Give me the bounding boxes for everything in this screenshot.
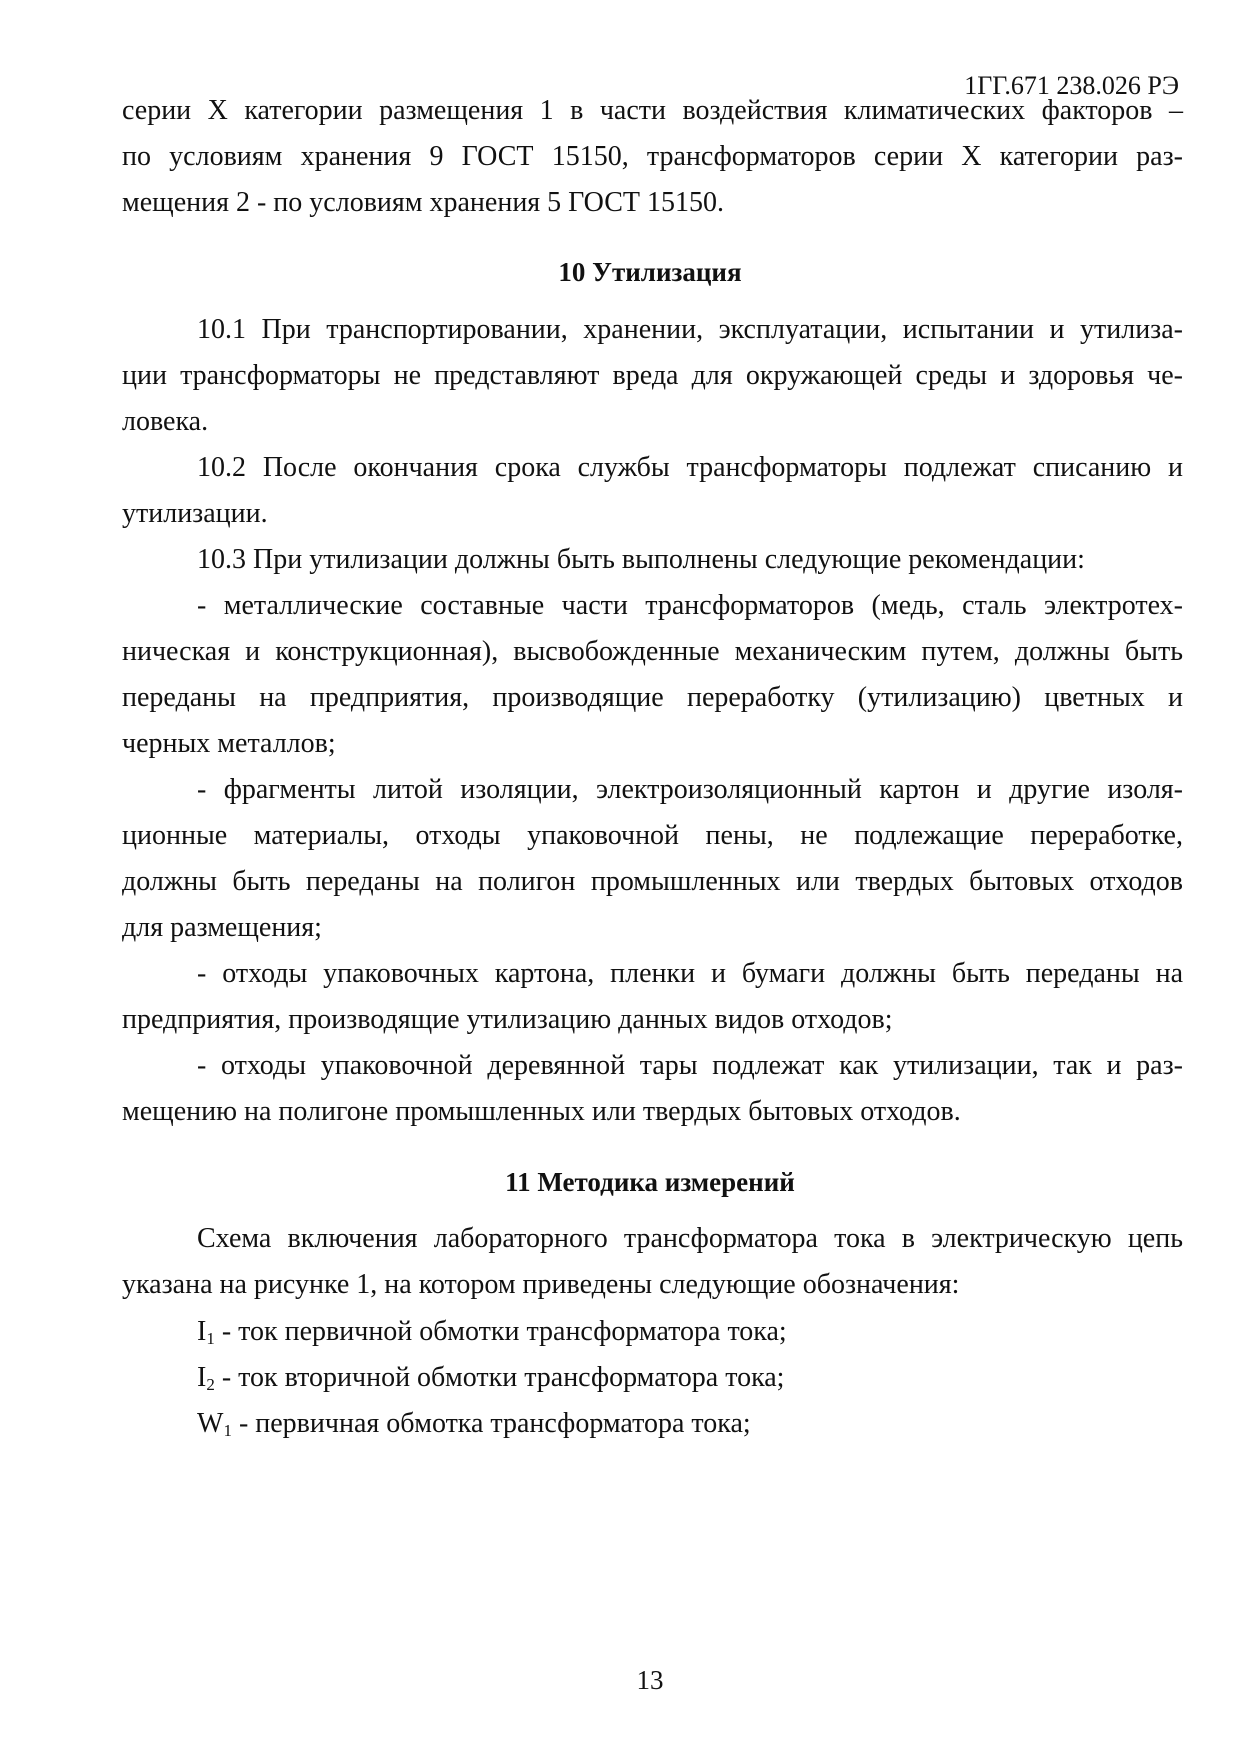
bullet-line: для размещения; xyxy=(122,912,322,943)
intro-line: по условиям хранения 9 ГОСТ 15150, трансформаторов серии Х категории раз- xyxy=(122,141,1183,172)
definition-i2 xyxy=(197,1358,1183,1398)
bullet-line: ционные материалы, отходы упаковочной пены, не подлежащие переработке, xyxy=(122,820,1183,851)
bullet-line: - отходы упаковочной деревянной тары подлежат как утилизации, так и раз- xyxy=(197,1050,1183,1081)
paragraph-line: 10.2 После окончания срока службы трансформаторы подлежат списанию и xyxy=(197,452,1183,483)
page-number: 13 xyxy=(636,1665,664,1695)
symbol: I xyxy=(197,1316,207,1347)
symbol: I xyxy=(197,1362,207,1393)
bullet-line: - фрагменты литой изоляции, электроизоляционный картон и другие изоля- xyxy=(197,774,1183,805)
bullet-line: - металлические составные части трансформаторов (медь, сталь электротех- xyxy=(197,590,1183,621)
symbol-subscript: 1 xyxy=(223,1421,232,1440)
symbol: W xyxy=(197,1408,224,1439)
intro-line: серии Х категории размещения 1 в части воздействия климатических факторов – xyxy=(122,95,1183,126)
paragraph-line: утилизации. xyxy=(122,498,268,529)
paragraph-line: ловека. xyxy=(122,406,209,437)
symbol-subscript: 1 xyxy=(206,1329,215,1348)
section-11-heading: 11 Методика измерений xyxy=(505,1167,795,1197)
bullet-line: черных металлов; xyxy=(122,728,336,759)
definition-i1 xyxy=(197,1312,1183,1352)
symbol-subscript: 2 xyxy=(206,1375,215,1394)
intro-line: мещения 2 - по условиям хранения 5 ГОСТ 15150. xyxy=(122,187,725,218)
paragraph-line: указана на рисунке 1, на котором приведены следующие обозначения: xyxy=(122,1269,960,1300)
bullet-line: предприятия, производящие утилизацию данных видов отходов; xyxy=(122,1004,893,1035)
definition-text: - ток первичной обмотки трансформатора тока; xyxy=(214,1316,787,1347)
bullet-line: переданы на предприятия, производящие переработку (утилизацию) цветных и xyxy=(122,682,1183,713)
paragraph-line: Схема включения лабораторного трансформатора тока в электрическую цепь xyxy=(197,1223,1183,1254)
paragraph-line: 10.3 При утилизации должны быть выполнены следующие рекомендации: xyxy=(197,544,1085,575)
bullet-line: мещению на полигоне промышленных или твердых бытовых отходов. xyxy=(122,1096,961,1127)
bullet-line: - отходы упаковочных картона, пленки и бумаги должны быть переданы на xyxy=(197,958,1183,989)
section-10-heading: 10 Утилизация xyxy=(558,257,742,287)
bullet-line: ническая и конструкционная), высвобожденные механическим путем, должны быть xyxy=(122,636,1183,667)
document-code: 1ГГ.671 238.026 РЭ xyxy=(964,71,1179,100)
definition-text: - первичная обмотка трансформатора тока; xyxy=(231,1408,751,1439)
definition-text: - ток вторичной обмотки трансформатора тока; xyxy=(214,1362,785,1393)
bullet-line: должны быть переданы на полигон промышленных или твердых бытовых отходов xyxy=(122,866,1183,897)
paragraph-line: ции трансформаторы не представляют вреда для окружающей среды и здоровья че- xyxy=(122,360,1183,391)
paragraph-line: 10.1 При транспортировании, хранении, эксплуатации, испытании и утилиза- xyxy=(197,314,1183,345)
definition-w1 xyxy=(197,1404,1183,1444)
